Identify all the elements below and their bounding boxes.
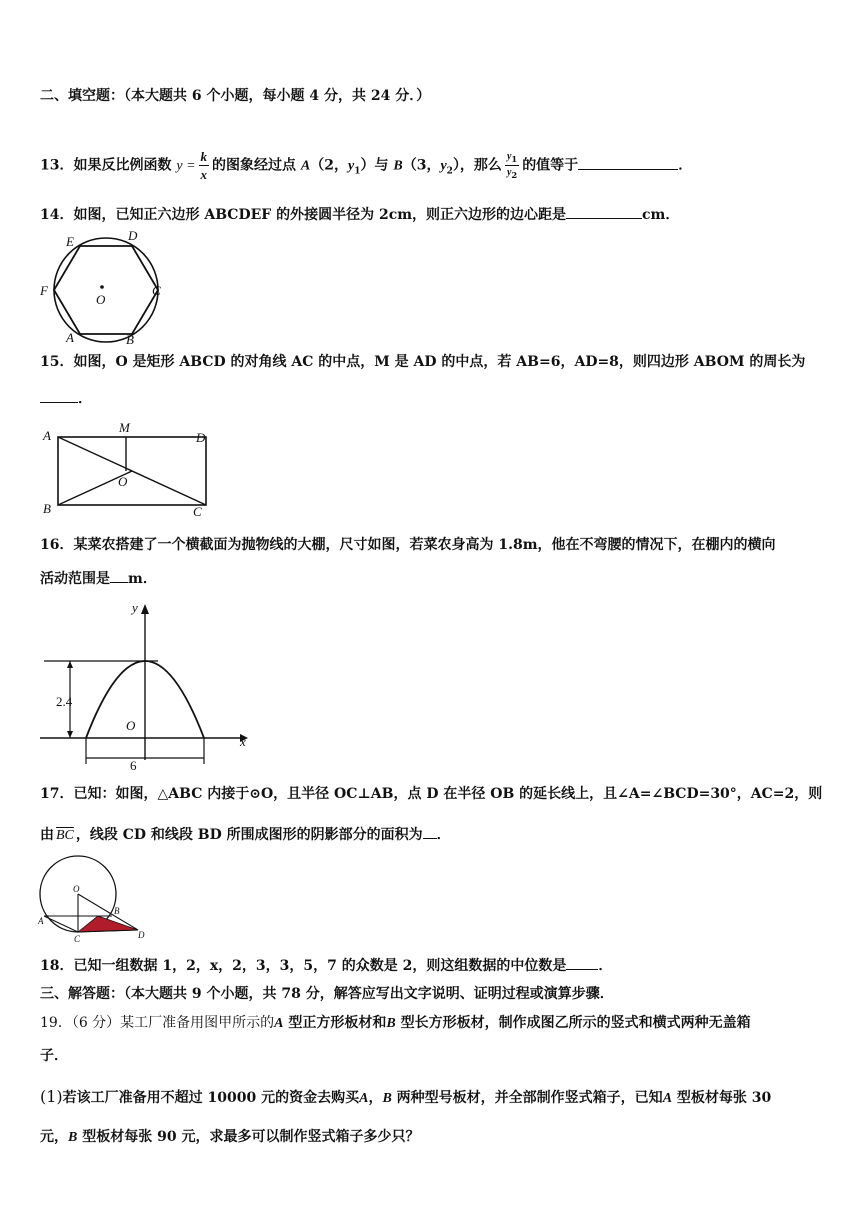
label-D: D [196,430,206,445]
section-2-title: 二、填空题：（本大题共 6 个小题，每小题 4 分，共 24 分．） [40,88,431,104]
answer-blank [423,824,437,839]
label-O: O [96,292,106,307]
label-C: C [193,504,202,519]
label-height: 2.4 [56,694,73,709]
question-17-line1: 17．已知：如图，△ABC 内接于⊙O，且半径 OC⊥AB，点 D 在半径 OB 的延长线上，且∠A=∠BCD=30°，AC=2，则 [40,786,823,802]
label-B: B [43,501,51,516]
question-15-answer: ． [40,388,92,409]
question-19-line1: 19．（6 分）某工厂准备用图甲所示的A 型正方形板材和B 型长方形板材，制作成图乙所示的竖式和横式两种无盖箱 [40,1015,751,1031]
label-B: B [126,332,134,347]
question-15: 15．如图，O 是矩形 ABCD 的对角线 AC 的中点，M 是 AD 的中点，若 AB=6，AD=8，则四边形 ABOM 的周长为 [40,354,806,370]
question-13: 13．如果反比例函数 y = $\frac{k}{x}$ 的图象经过点 A（2，$y_1$）与 B（3，$y_2$），那么 $\frac{y_1}{y_2}$ 的值等于 ． [40,149,693,182]
label-D: D [138,930,145,940]
question-16-line2: 活动范围是 m． [40,568,157,589]
label-B: B [114,906,120,916]
answer-blank [566,955,598,970]
label-M: M [119,420,130,435]
answer-blank [566,204,642,219]
label-C: C [74,934,81,944]
label-A: A [43,428,51,443]
question-14: 14．如图，已知正六边形 ABCDEF 的外接圆半径为 2cm，则正六边形的边心距是 cm． [40,204,679,225]
fraction-y1-over-y2: $\frac{y_1}{y_2}$ [506,150,518,180]
question-17-line2: 由 $\overline{BC}$ ，线段 CD 和线段 BD 所围成图形的阴影部分的面积为 ． [40,824,451,846]
figure-hexagon-circle [38,228,168,346]
label-C: C [152,283,161,298]
label-O: O [126,718,136,733]
label-O: O [73,884,80,894]
label-E: E [66,234,74,249]
figure-rectangle [40,420,215,520]
label-y: y [132,600,138,615]
figure-parabola [38,600,253,772]
question-18: 18．已知一组数据 1，2，x，2，3，3，5，7 的众数是 2，则这组数据的中位数是 ． [40,955,612,976]
figure-circle-shaded [38,854,156,944]
arc-BC: $\overline{BC}$ [56,828,74,843]
answer-blank [40,388,78,403]
label-x: x [240,734,246,749]
answer-blank [110,568,128,583]
question-19-part1-line1: (1)若该工厂准备用不超过 10000 元的资金去购买A，B 两种型号板材，并全部制作竖式箱子，已知A 型板材每张 30 [40,1087,772,1106]
label-width: 6 [130,758,137,773]
question-19-line2: 子． [40,1048,68,1064]
section-3-title: 三、解答题：（本大题共 9 个小题，共 78 分，解答应写出文字说明、证明过程或演算步骤． [40,986,614,1002]
fraction-k-over-x: $\frac{k}{x}$ [200,149,208,182]
question-19-part1-line2: 元，B 型板材每张 90 元，求最多可以制作竖式箱子多少只？ [40,1129,420,1145]
label-A: A [38,916,44,926]
label-D: D [128,228,138,243]
label-O: O [118,474,128,489]
label-A: A [66,330,74,345]
question-16-line1: 16．某菜农搭建了一个横截面为抛物线的大棚，尺寸如图，若菜农身高为 1.8m，他在不弯腰的情况下，在棚内的横向 [40,537,776,553]
answer-blank [578,155,678,170]
label-F: F [40,283,48,298]
